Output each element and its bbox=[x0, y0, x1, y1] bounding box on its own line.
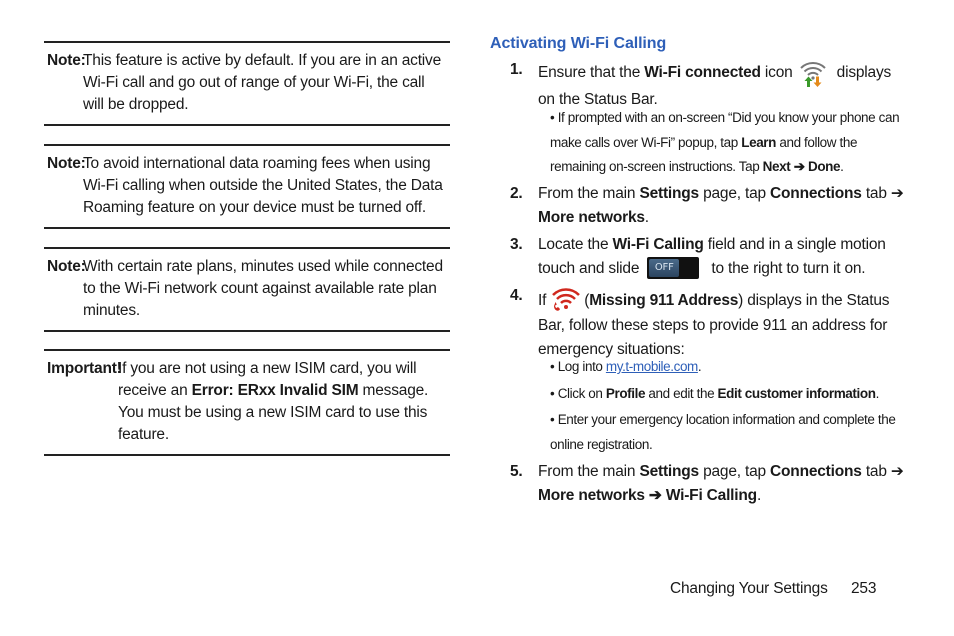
important-text: If you are not using a new ISIM card, you will receive an Error: ERxx Invalid SIM message. You must be using a new ISIM card to use this feature. bbox=[118, 360, 429, 443]
note-label: Note: bbox=[47, 258, 86, 275]
step-text: Locate the Wi-Fi Calling field and in a single motion touch and slide OFF to the right to turn it on. bbox=[538, 236, 886, 277]
step-text: If (Missing 911 Address) displays in the Status Bar, follow these steps to provide 911 an address for emergency situations: bbox=[538, 284, 910, 362]
note-text: This feature is active by default. If you are in an active Wi-Fi call and go out of range of your Wi-Fi, the call will be dropped. bbox=[83, 52, 442, 113]
step-5 bbox=[510, 460, 910, 508]
step-text: Ensure that the Wi-Fi connected icon displays on the Status Bar. bbox=[538, 58, 910, 112]
step-2 bbox=[510, 182, 910, 230]
important-isim-card bbox=[44, 349, 450, 456]
toggle-off-label: OFF bbox=[649, 259, 679, 277]
note-default-active bbox=[44, 41, 450, 126]
step-4-substep-login: • Log into my.t-mobile.com. bbox=[550, 359, 702, 374]
note-rate-plans bbox=[44, 247, 450, 332]
missing-911-address-icon bbox=[550, 284, 582, 314]
wifi-connected-icon bbox=[798, 58, 828, 88]
step-text: From the main Settings page, tap Connections tab ➔ More networks ➔ Wi-Fi Calling. bbox=[538, 463, 904, 504]
step-number: 2. bbox=[510, 185, 523, 202]
page-number: 253 bbox=[851, 580, 877, 597]
note-label: Note: bbox=[47, 52, 86, 69]
step-number: 4. bbox=[510, 287, 523, 304]
wifi-calling-toggle[interactable] bbox=[647, 257, 699, 279]
step-1-substep: • If prompted with an on-screen “Did you know your phone can make calls over Wi-Fi” popup, tap Learn and follow the remaining on-screen instructions. Tap Next ➔ Done. bbox=[550, 110, 900, 174]
step-3 bbox=[510, 233, 910, 281]
note-text: With certain rate plans, minutes used while connected to the Wi-Fi network count against available rate plan minutes. bbox=[83, 258, 443, 319]
note-data-roaming bbox=[44, 144, 450, 229]
step-number: 1. bbox=[510, 61, 523, 78]
section-title: Activating Wi-Fi Calling bbox=[490, 35, 667, 52]
step-text: From the main Settings page, tap Connections tab ➔ More networks. bbox=[538, 185, 904, 226]
step-4-substep-registration: • Enter your emergency location information and complete the online registration. bbox=[550, 412, 896, 452]
step-4-substep-profile: • Click on Profile and edit the Edit customer information. bbox=[550, 386, 879, 401]
tmobile-link[interactable]: my.t-mobile.com bbox=[605, 359, 698, 374]
footer-section-name: Changing Your Settings bbox=[670, 580, 828, 597]
step-1 bbox=[510, 58, 910, 112]
note-label: Note: bbox=[47, 155, 86, 172]
step-number: 5. bbox=[510, 463, 523, 480]
note-text: To avoid international data roaming fees when using Wi-Fi calling when outside the United States, the Data Roaming feature on your device must be turned off. bbox=[83, 155, 443, 216]
step-number: 3. bbox=[510, 236, 523, 253]
step-4 bbox=[510, 284, 910, 362]
important-label: Important! bbox=[47, 360, 122, 377]
